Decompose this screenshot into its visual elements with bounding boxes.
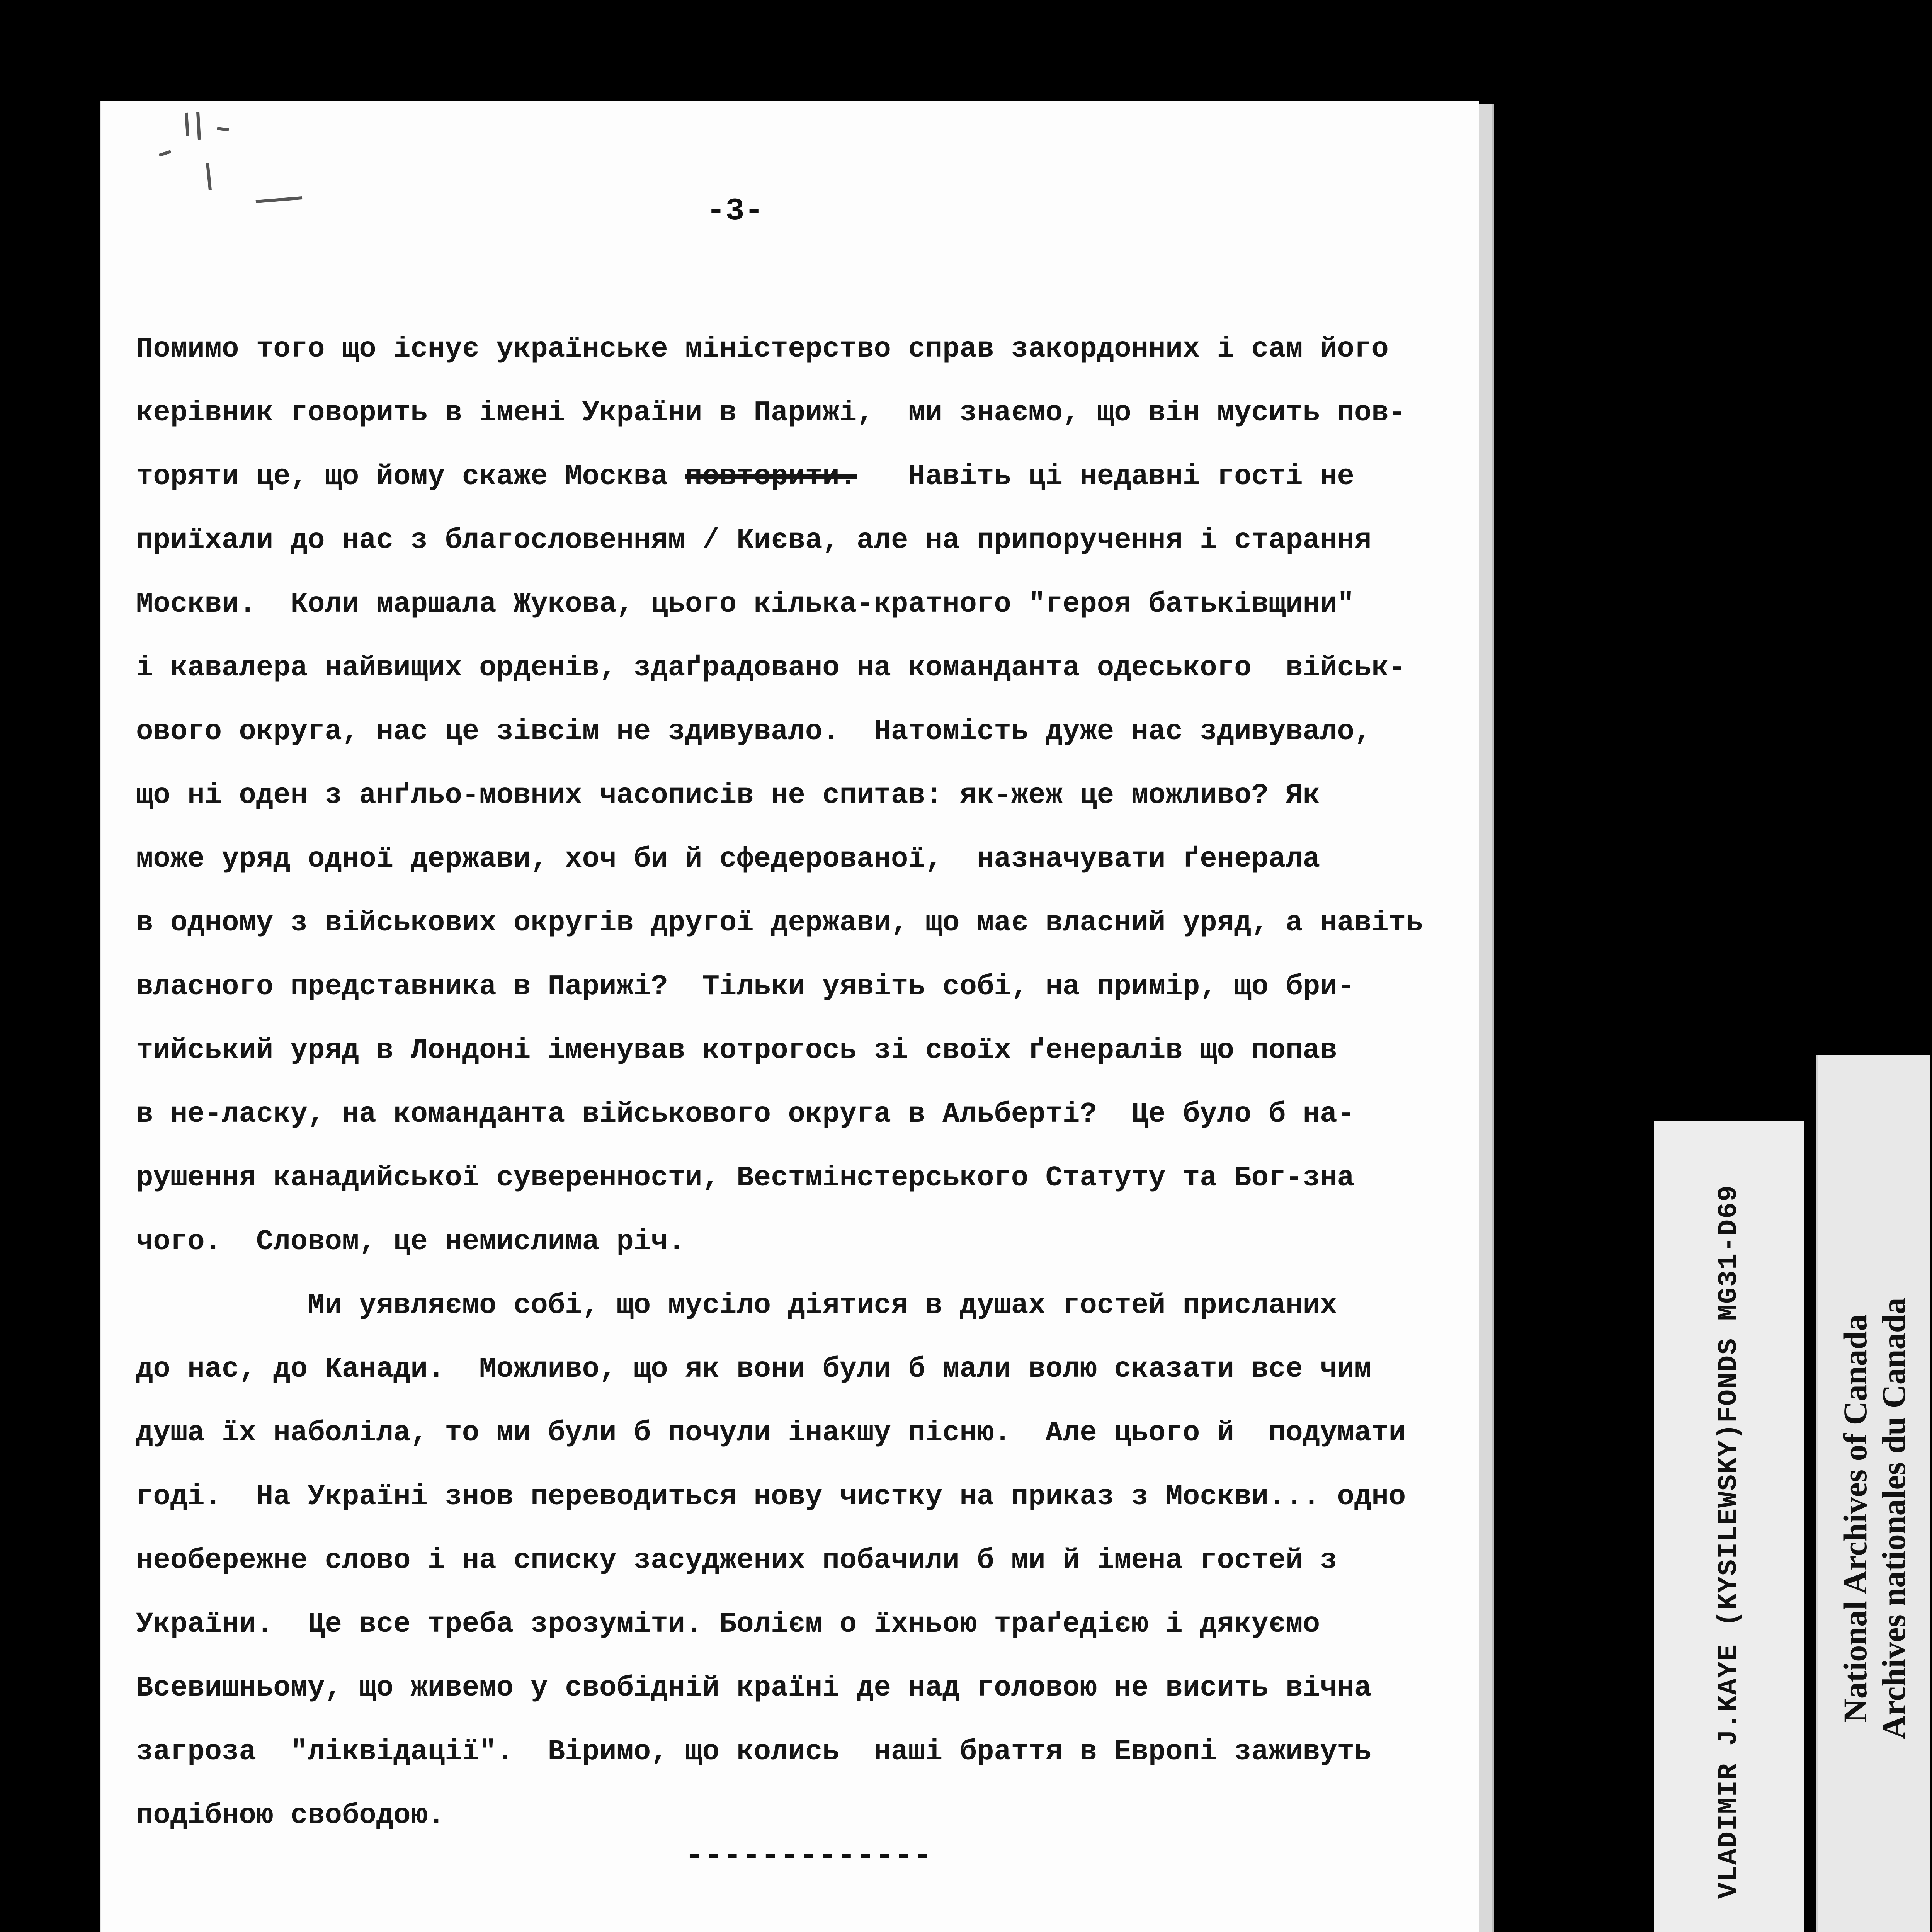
line-text: годі. На Україні знов переводиться нову чистку на приказ з Москви... одно: [136, 1481, 1406, 1513]
text-line: [136, 1146, 1477, 1210]
fonds-label: [1654, 1121, 1804, 1932]
handwritten-marks: [140, 105, 410, 244]
text-line: [136, 700, 1477, 764]
archives-label: [1816, 1055, 1930, 1932]
text-line: [136, 1210, 1477, 1274]
line-text: і кавалера найвищих орденів, здаґрадовано на команданта одеського військ-: [136, 652, 1406, 684]
letter-body: [136, 318, 1477, 1848]
text-line: [136, 318, 1477, 381]
text-line: [136, 1720, 1477, 1784]
text-line: [136, 1656, 1477, 1720]
archives-label-en: National Archives of Canada: [1837, 1314, 1874, 1723]
line-text-after: Києва, але на припоручення і старання: [719, 524, 1372, 557]
line-text: необережне слово і на списку засуджених побачили б ми й імена гостей з: [136, 1544, 1337, 1577]
text-line: [136, 1338, 1477, 1401]
line-text: Всевишньому, що живемо у свобідній країні де над головою не висить вічна: [136, 1672, 1372, 1704]
line-text: Москви. Коли маршала Жукова, цього кілька-кратного "героя батьківщини": [136, 588, 1354, 621]
line-text: власного представника в Парижі? Тільки уявіть собі, на примір, що бри-: [136, 971, 1354, 1003]
text-line: [136, 1593, 1477, 1656]
text-line: [136, 445, 1477, 509]
line-text: рушення канадийської суверенности, Вестмінстерського Статуту та Бог-зна: [136, 1162, 1354, 1194]
text-line: [136, 381, 1477, 445]
line-text: в не-ласку, на команданта військового округа в Альберті? Це було б на-: [136, 1098, 1354, 1131]
line-text: Ми уявляємо собі, що мусіло діятися в душах гостей присланих: [136, 1289, 1337, 1322]
line-text: керівник говорить в імені України в Парижі, ми знаємо, що він мусить пов-: [136, 397, 1406, 429]
text-line: [136, 636, 1477, 700]
line-text: до нас, до Канади. Можливо, що як вони були б мали волю сказати все чим: [136, 1353, 1372, 1386]
text-line: [136, 1274, 1477, 1338]
text-line: [136, 764, 1477, 828]
page-number: -3-: [706, 193, 764, 229]
text-line: [136, 955, 1477, 1019]
line-text: загроза "ліквідації". Віримо, що колись наші браття в Европі заживуть: [136, 1736, 1372, 1768]
line-text-after: Навіть ці недавні гості не: [857, 461, 1354, 493]
line-text: ового округа, нас це зівсім не здивувало. Натомість дуже нас здивувало,: [136, 716, 1372, 748]
end-separator: -------------: [685, 1838, 932, 1874]
line-text: може уряд одної держави, хоч би й сфедерованої, назначувати ґенерала: [136, 843, 1320, 876]
archives-label-fr: Archives nationales du Canada: [1875, 1298, 1912, 1740]
handwritten-slash: /: [702, 524, 719, 557]
line-text: приїхали до нас з благословенням: [136, 524, 702, 557]
text-line: [136, 1083, 1477, 1146]
text-line: [136, 828, 1477, 891]
document-page: [100, 101, 1479, 1932]
archives-label-text: [1836, 1298, 1913, 1740]
text-line: [136, 1019, 1477, 1083]
line-text: що ні оден з анґльо-мовних часописів не спитав: як-жеж це можливо? Як: [136, 779, 1320, 812]
text-line: [136, 891, 1477, 955]
line-text: торяти це, що йому скаже Москва: [136, 461, 685, 493]
line-text: в одному з військових округів другої держави, що має власний уряд, а навіть: [136, 907, 1423, 939]
text-line: [136, 1529, 1477, 1593]
text-line: [136, 573, 1477, 636]
text-line: [136, 1465, 1477, 1529]
line-text: Помимо того що існує українське міністерство справ закордонних і сам його: [136, 333, 1389, 366]
line-text: душа їх наболіла, то ми були б почули інакшу пісню. Але цього й подумати: [136, 1417, 1406, 1449]
line-text: чого. Словом, це немислима річ.: [136, 1226, 685, 1258]
text-line: [136, 1401, 1477, 1465]
line-text: тийський уряд в Лондоні іменував котрогось зі своїх ґенералів що попав: [136, 1034, 1337, 1067]
struck-word: повторити.: [685, 461, 857, 493]
line-text: України. Це все треба зрозуміти. Болієм о їхньою траґедією і дякуємо: [136, 1608, 1320, 1641]
fonds-label-text: VLADIMIR J.KAYE (KYSILEWSKY)FONDS MG31-D69: [1714, 1184, 1745, 1899]
text-line: [136, 509, 1477, 573]
line-text: подібною свободою.: [136, 1799, 445, 1832]
